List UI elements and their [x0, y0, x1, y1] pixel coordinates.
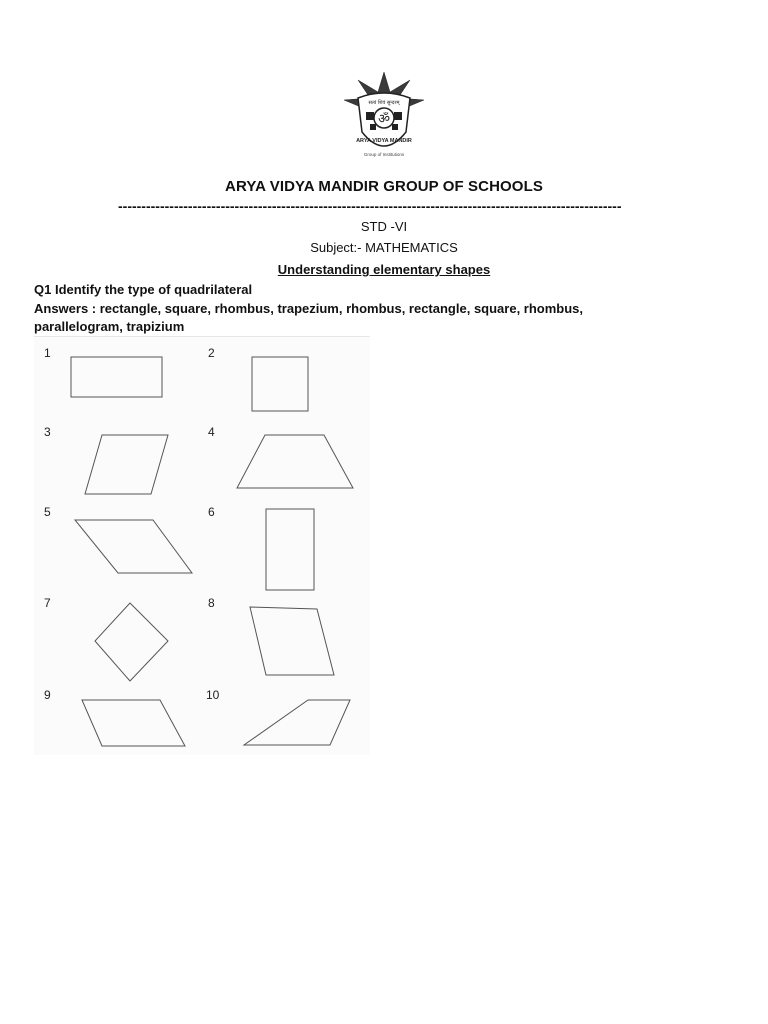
shape-number-4: 4 [208, 425, 215, 439]
shape-5 [75, 520, 192, 573]
shape-2 [252, 357, 308, 411]
dashed-divider: ------------------------------------------------------------------------------------------------------------ [118, 198, 622, 214]
shape-number-3: 3 [44, 425, 51, 439]
shape-1 [71, 357, 162, 397]
school-logo [340, 70, 428, 166]
shape-8 [250, 607, 334, 675]
shape-10 [244, 700, 350, 745]
shape-9 [82, 700, 185, 746]
shape-number-5: 5 [44, 505, 51, 519]
topic-heading: Understanding elementary shapes [277, 262, 491, 277]
school-name: ARYA VIDYA MANDIR GROUP OF SCHOOLS [225, 178, 543, 195]
subject-label: Subject:- MATHEMATICS [310, 240, 458, 255]
shape-number-6: 6 [208, 505, 215, 519]
quadrilaterals-figure [34, 336, 370, 755]
svg-text:Group of Institutions: Group of Institutions [363, 152, 405, 157]
shape-3 [85, 435, 168, 494]
svg-text:ॐ: ॐ [378, 112, 390, 127]
svg-text:सत्यं शिवं सुन्दरम्: सत्यं शिवं सुन्दरम् [368, 100, 400, 106]
question-title: Q1 Identify the type of quadrilateral [34, 282, 253, 297]
shape-number-10: 10 [206, 688, 220, 702]
svg-text:ARYA VIDYA MANDIR: ARYA VIDYA MANDIR [356, 138, 412, 144]
shape-number-7: 7 [44, 596, 51, 610]
standard-label: STD -VI [360, 219, 408, 234]
shape-number-8: 8 [208, 596, 215, 610]
answers-text: Answers : rectangle, square, rhombus, trapezium, rhombus, rectangle, square, rhombus, parallelogram, trapizium [34, 301, 584, 334]
shape-number-1: 1 [44, 346, 51, 360]
shape-7 [95, 603, 168, 681]
shape-6 [266, 509, 314, 590]
shape-number-9: 9 [44, 688, 51, 702]
shape-4 [237, 435, 353, 488]
shape-number-2: 2 [208, 346, 215, 360]
